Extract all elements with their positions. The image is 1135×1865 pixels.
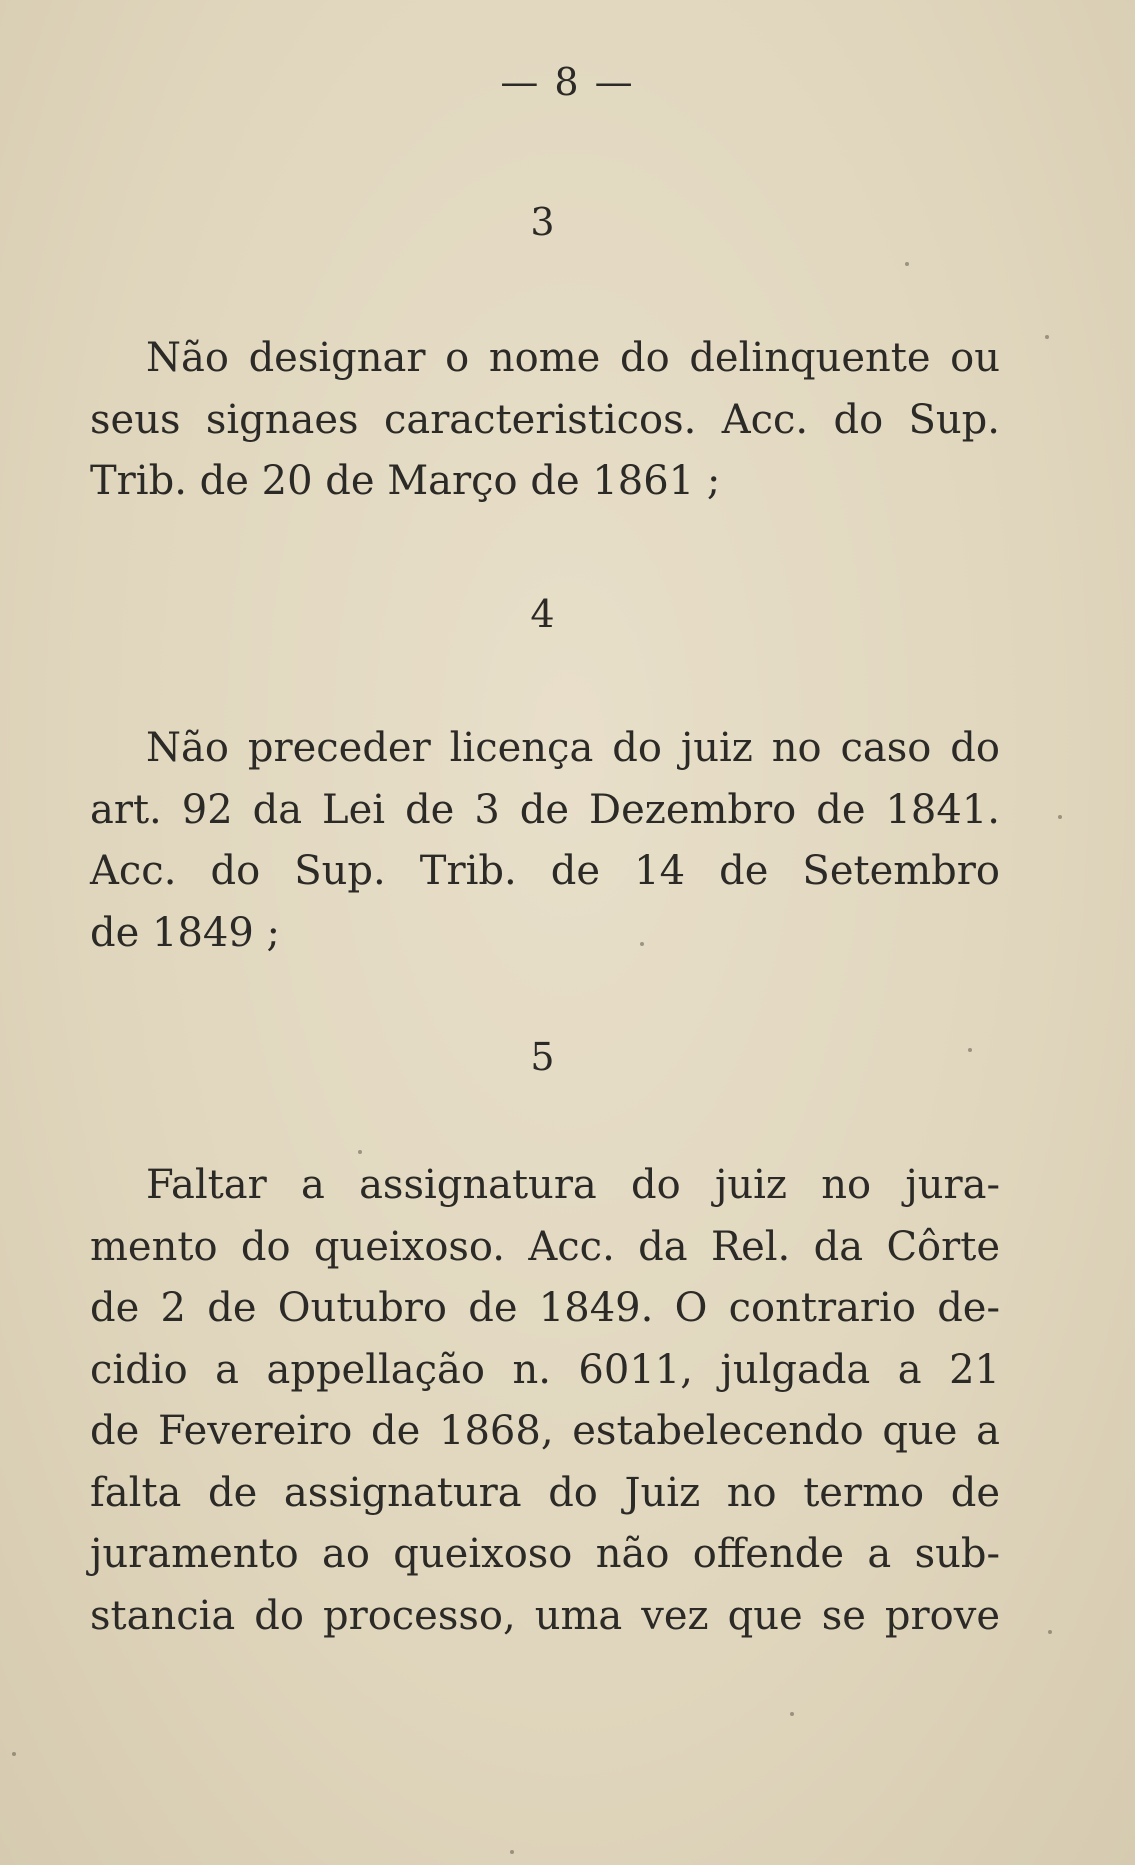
section-number-3: 3 bbox=[530, 200, 555, 244]
text-line: de Fevereiro de 1868, estabelecendo que a bbox=[90, 1408, 1000, 1454]
section-number-4: 4 bbox=[530, 592, 555, 636]
section-5-paragraph bbox=[90, 1155, 1000, 1647]
paper-speck bbox=[1045, 335, 1049, 339]
paper-speck bbox=[1058, 815, 1062, 819]
text-line: cidio a appellação n. 6011, julgada a 21 bbox=[90, 1346, 1000, 1393]
paper-speck bbox=[12, 1752, 16, 1756]
text-line: stancia do processo, uma vez que se prove bbox=[90, 1592, 1000, 1639]
text-line: de 1849 ; bbox=[90, 909, 280, 956]
paper-speck bbox=[510, 1850, 514, 1854]
paper-speck bbox=[358, 1150, 362, 1154]
text-line: Faltar a assignatura do juiz no jura- bbox=[146, 1162, 1000, 1208]
text-line: Trib. de 20 de Março de 1861 ; bbox=[90, 458, 721, 504]
section-4-paragraph bbox=[90, 718, 1000, 964]
text-line: art. 92 da Lei de 3 de Dezembro de 1841. bbox=[90, 786, 1000, 833]
paper-speck bbox=[1048, 1630, 1052, 1634]
text-line: Não preceder licença do juiz no caso do bbox=[146, 725, 1000, 771]
paper-speck bbox=[790, 1712, 794, 1716]
text-line: de 2 de Outubro de 1849. O contrario de- bbox=[90, 1285, 1000, 1331]
text-line: seus signaes caracteristicos. Acc. do Sup. bbox=[90, 396, 1000, 443]
text-line: Não designar o nome do delinquente ou bbox=[146, 335, 1000, 381]
paper-speck bbox=[905, 262, 909, 266]
paper-speck bbox=[968, 1048, 972, 1052]
section-number-5: 5 bbox=[530, 1035, 555, 1079]
text-line: falta de assignatura do Juiz no termo de bbox=[90, 1469, 1000, 1516]
page-number-header: — 8 — bbox=[500, 60, 635, 104]
text-line: Acc. do Sup. Trib. de 14 de Setembro bbox=[90, 848, 1000, 894]
text-line: juramento ao queixoso não offende a sub- bbox=[90, 1531, 1000, 1577]
paper-speck bbox=[640, 942, 644, 946]
section-3-paragraph bbox=[90, 328, 1000, 513]
text-line: mento do queixoso. Acc. da Rel. da Côrte bbox=[90, 1223, 1000, 1270]
